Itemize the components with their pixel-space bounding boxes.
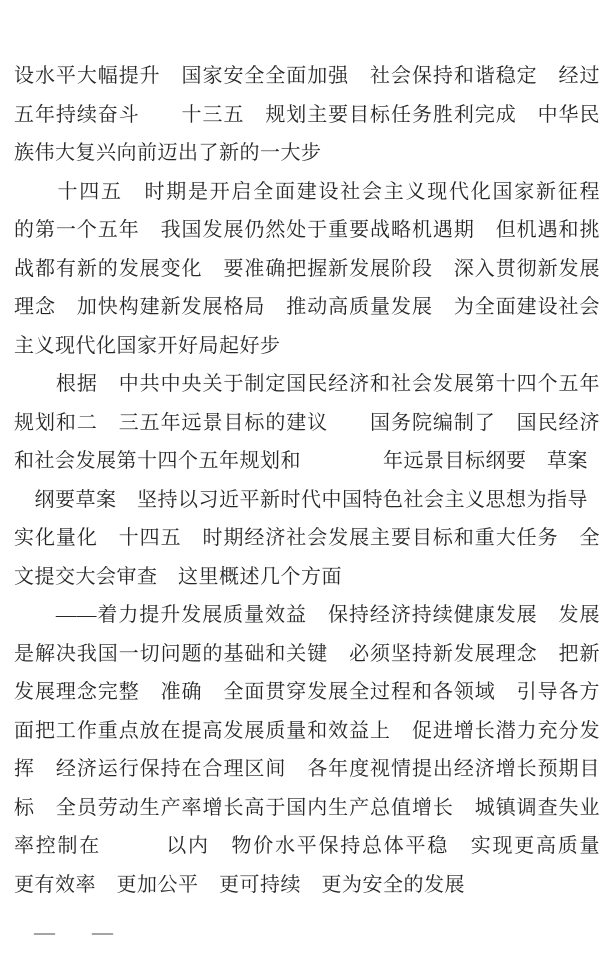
- text-line: 主义现代化国家开好局起好步: [14, 334, 281, 357]
- text-line: 实化量化 十四五 时期经济社会发展主要目标和重大任务 全: [14, 527, 600, 549]
- text-line: 纲要草案 坚持以习近平新时代中国特色社会主义思想为指导: [14, 488, 588, 511]
- text-line: 标 全员劳动生产率增长高于国内生产总值增长 城镇调查失业: [14, 796, 600, 819]
- page-number-marker: — —: [34, 920, 121, 944]
- text-line: ——着力提升发展质量效益 保持经济持续健康发展 发展: [14, 604, 600, 626]
- text-line: 和社会发展第十四个五年规划和 年远景目标纲要 草案: [14, 450, 588, 472]
- text-line: 规划和二 三五年远景目标的建议 国务院编制了 国民经济: [14, 411, 600, 434]
- text-line: 十四五 时期是开启全面建设社会主义现代化国家新征程: [14, 180, 600, 203]
- page-footer: [14, 920, 600, 944]
- text-line: 是解决我国一切问题的基础和关键 必须坚持新发展理念 把新: [14, 642, 600, 665]
- text-line: 率控制在 以内 物价水平保持总体平稳 实现更高质量: [14, 835, 600, 857]
- text-line: 族伟大复兴向前迈出了新的一大步: [14, 142, 322, 164]
- text-line: 文提交大会审查 这里概述几个方面: [14, 565, 342, 588]
- text-line: 根据 中共中央关于制定国民经济和社会发展第十四个五年: [14, 373, 600, 395]
- text-line: 的第一个五年 我国发展仍然处于重要战略机遇期 但机遇和挑: [14, 219, 600, 241]
- text-line: 理念 加快构建新发展格局 推动高质量发展 为全面建设社会: [14, 296, 600, 318]
- text-line: 更有效率 更加公平 更可持续 更为安全的发展: [14, 873, 465, 896]
- text-line: 五年持续奋斗 十三五 规划主要目标任务胜利完成 中华民: [14, 103, 600, 126]
- text-line: 战都有新的发展变化 要准确把握新发展阶段 深入贯彻新发展: [14, 257, 600, 280]
- text-line: 设水平大幅提升 国家安全全面加强 社会保持和谐稳定 经过: [14, 65, 600, 87]
- text-line: 挥 经济运行保持在合理区间 各年度视情提出经济增长预期目: [14, 758, 600, 780]
- document-body: [14, 57, 600, 904]
- text-line: 面把工作重点放在提高发展质量和效益上 促进增长潜力充分发: [14, 719, 600, 742]
- text-line: 发展理念完整 准确 全面贯穿发展全过程和各领域 引导各方: [14, 681, 600, 703]
